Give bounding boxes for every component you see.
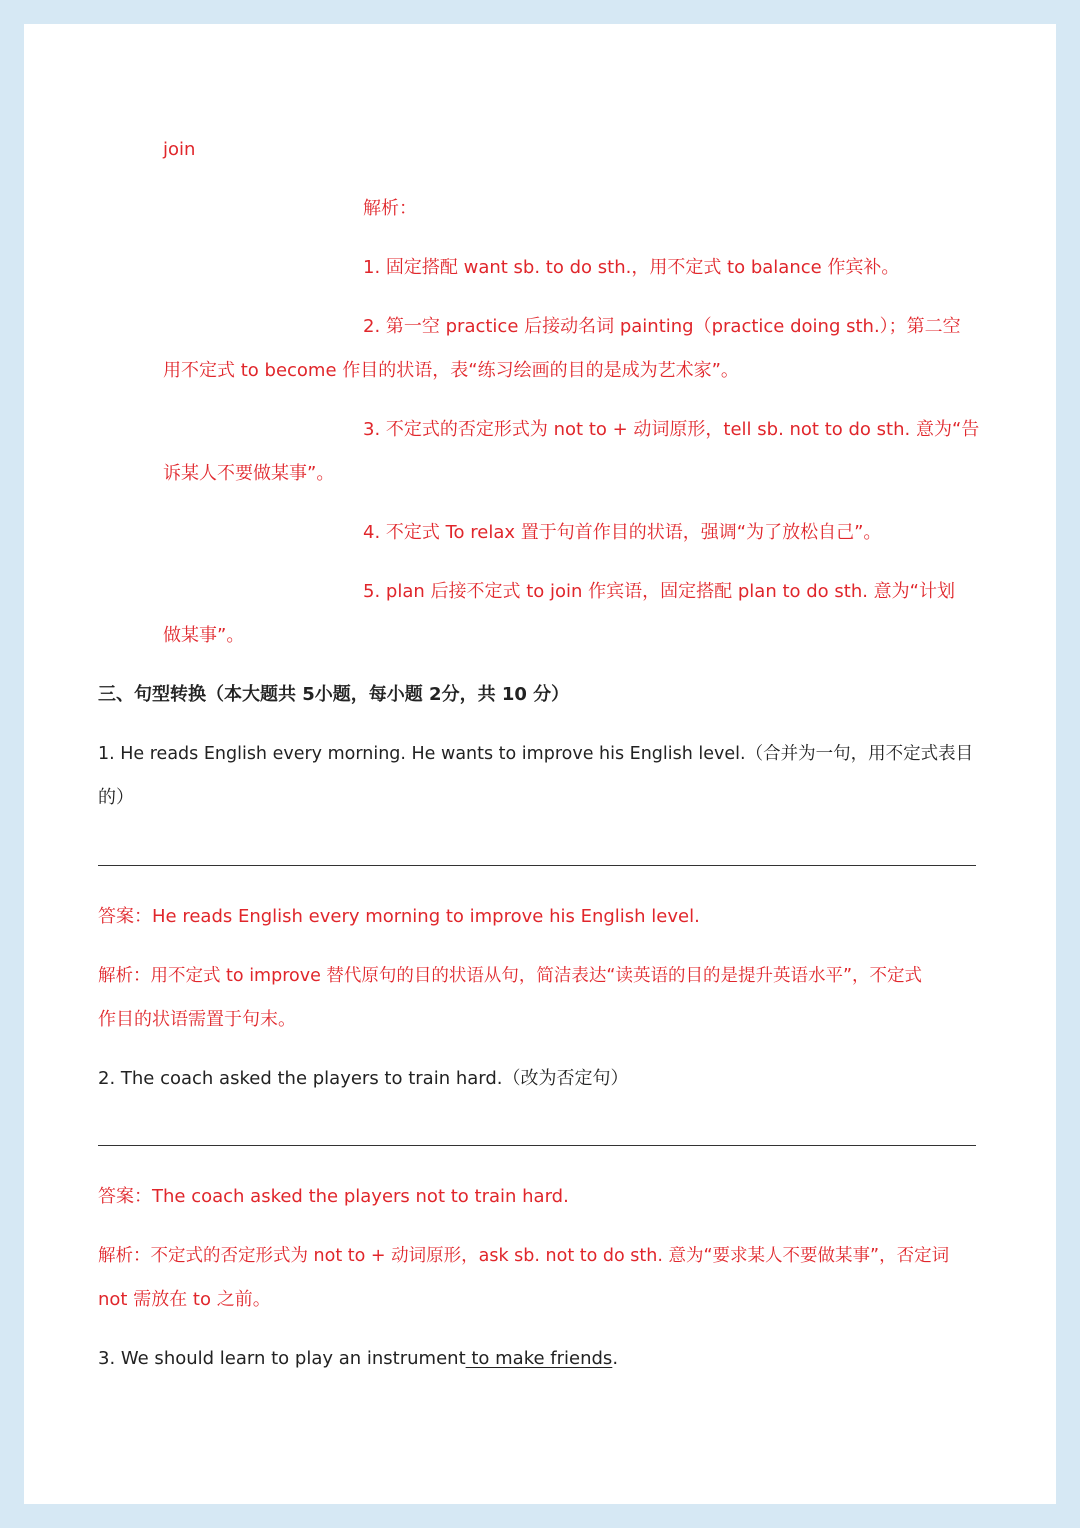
- question-2: 2. The coach asked the players to train hard.（改为否定句）: [98, 1068, 629, 1089]
- question-1-line-2: 的）: [98, 787, 134, 808]
- question-2-analysis-line-2: not 需放在 to 之前。: [98, 1289, 271, 1310]
- analysis-title: 解析：: [363, 198, 417, 219]
- analysis-item-2-line-2: 用不定式 to become 作目的状语，表“练习绘画的目的是成为艺术家”。: [163, 360, 739, 381]
- question-3-underlined-part: to make friends: [465, 1348, 613, 1369]
- question-2-answer: 答案：The coach asked the players not to train hard.: [98, 1186, 569, 1207]
- previous-answer-tail: join: [163, 139, 196, 160]
- question-1-answer: 答案：He reads English every morning to improve his English level.: [98, 906, 700, 927]
- analysis-item-3-line-2: 诉某人不要做某事”。: [163, 463, 335, 484]
- analysis-item-5-line-2: 做某事”。: [163, 625, 245, 646]
- question-3-text: 3. We should learn to play an instrument: [98, 1348, 466, 1369]
- question-2-answer-line: [98, 1145, 976, 1146]
- question-3: [98, 1347, 618, 1371]
- analysis-item-3-line-1: 3. 不定式的否定形式为 not to + 动词原形，tell sb. not to do sth. 意为“告: [363, 419, 980, 440]
- analysis-item-1: 1. 固定搭配 want sb. to do sth.，用不定式 to balance 作宾补。: [363, 257, 900, 278]
- question-2-analysis-line-1: 解析：不定式的否定形式为 not to + 动词原形，ask sb. not to do sth. 意为“要求某人不要做某事”，否定词: [98, 1246, 950, 1266]
- analysis-item-2-line-1: 2. 第一空 practice 后接动名词 painting（practice doing sth.）；第二空: [363, 316, 961, 337]
- question-1-analysis-line-1: 解析：用不定式 to improve 替代原句的目的状语从句，简洁表达“读英语的目的是提升英语水平”，不定式: [98, 966, 923, 986]
- analysis-item-5-line-1: 5. plan 后接不定式 to join 作宾语，固定搭配 plan to do sth. 意为“计划: [363, 581, 956, 602]
- analysis-item-4: 4. 不定式 To relax 置于句首作目的状语，强调“为了放松自己”。: [363, 522, 882, 543]
- question-1-analysis-line-2: 作目的状语需置于句末。: [98, 1009, 296, 1030]
- question-1-answer-line: [98, 865, 976, 866]
- question-1-line-1: 1. He reads English every morning. He wants to improve his English level.（合并为一句，用不定式表目: [98, 744, 974, 764]
- document-page: [24, 24, 1056, 1504]
- section-3-heading: 三、句型转换（本大题共 5小题，每小题 2分，共 10 分）: [98, 684, 570, 705]
- question-3-period: .: [612, 1348, 619, 1369]
